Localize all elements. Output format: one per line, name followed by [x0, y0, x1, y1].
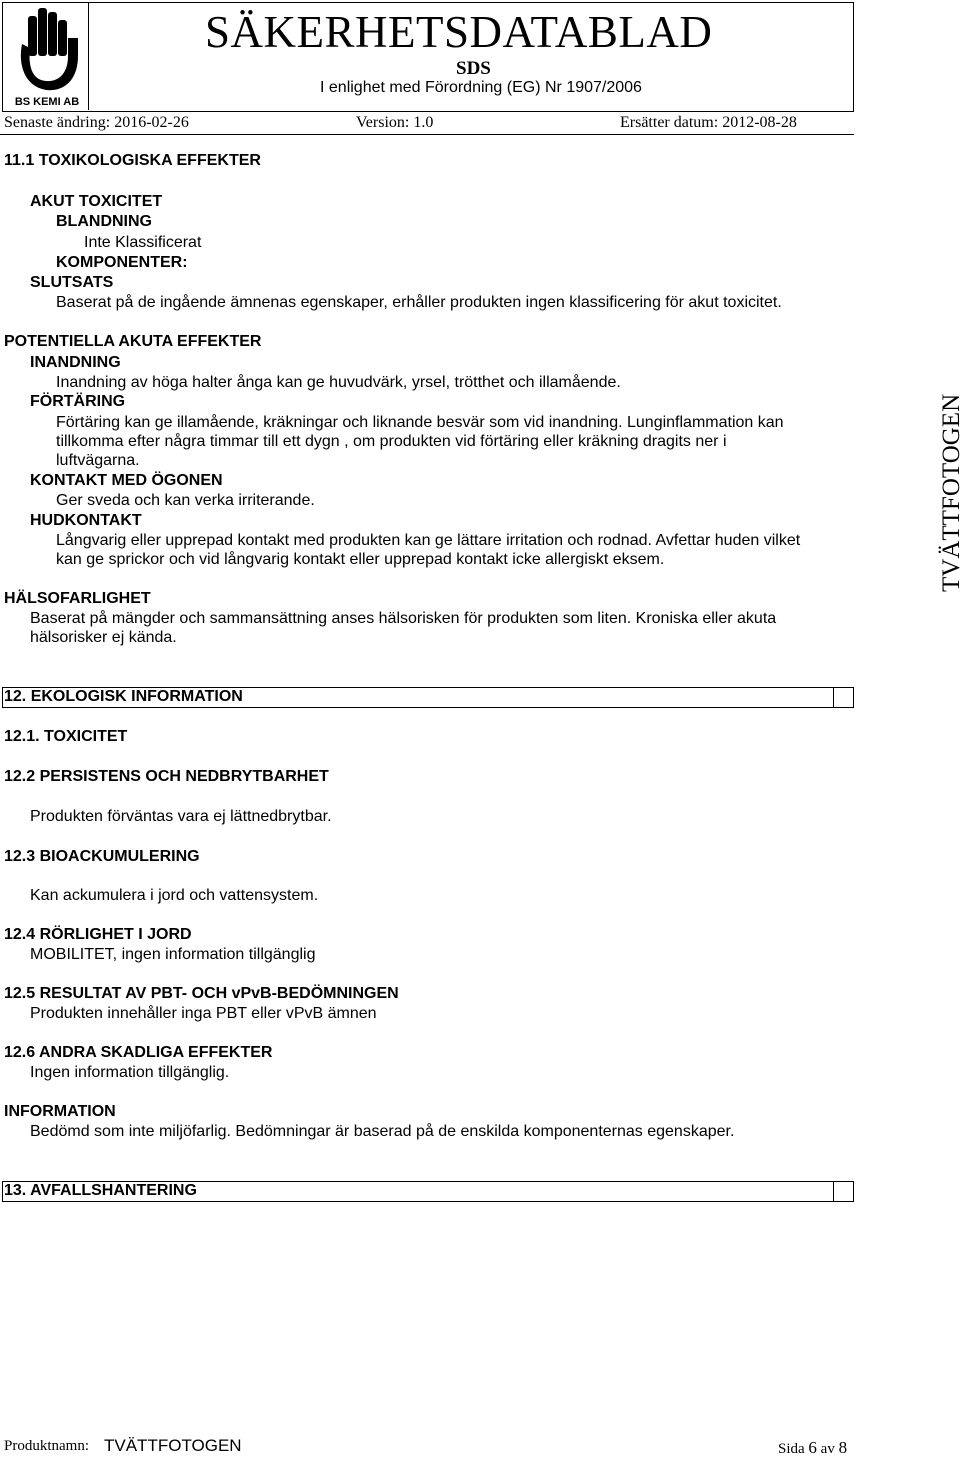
mobility-heading: 12.4 RÖRLIGHET I JORD	[4, 926, 192, 943]
health-hazard-heading: HÄLSOFARLIGHET	[4, 590, 151, 607]
footer-page-prefix: Sida	[778, 1441, 805, 1457]
toxicity-heading: 12.1. TOXICITET	[4, 728, 128, 745]
footer-product-name: TVÄTTFOTOGEN	[104, 1436, 242, 1455]
header-divider	[88, 2, 89, 110]
section-13-heading: 13. AVFALLSHANTERING	[4, 1182, 197, 1199]
other-effects-heading: 12.6 ANDRA SKADLIGA EFFEKTER	[4, 1044, 273, 1061]
replaces-date: Ersätter datum: 2012-08-28	[620, 114, 797, 131]
conclusion-text: Baserat på de ingående ämnenas egenskaper, erhåller produkten ingen klassificering för akut toxicitet.	[56, 294, 782, 311]
footer-product-label: Produktnamn:	[4, 1438, 89, 1454]
document-subtitle: SDS	[456, 58, 491, 79]
potential-effects-heading: POTENTIELLA AKUTA EFFEKTER	[4, 333, 262, 350]
mixture-heading: BLANDNING	[56, 213, 152, 230]
conclusion-heading: SLUTSATS	[30, 274, 114, 291]
not-classified-text: Inte Klassificerat	[84, 234, 202, 251]
inhalation-text: Inandning av höga halter ånga kan ge huvudvärk, yrsel, trötthet och illamående.	[56, 374, 621, 391]
persistence-heading: 12.2 PERSISTENS OCH NEDBRYTBARHET	[4, 768, 329, 785]
eye-contact-heading: KONTAKT MED ÖGONEN	[30, 472, 223, 489]
ingestion-text-line-2: tillkomma efter några timmar till ett dygn , om produkten vid förtäring eller kräkning dragits ner i	[56, 433, 727, 450]
version: Version: 1.0	[356, 114, 434, 131]
mobility-text: MOBILITET, ingen information tillgänglig	[30, 946, 316, 963]
section-11-heading: 11.1 TOXIKOLOGISKA EFFEKTER	[4, 152, 261, 169]
health-hazard-text-line-2: hälsorisker ej kända.	[30, 629, 177, 646]
eye-contact-text: Ger sveda och kan verka irriterande.	[56, 492, 315, 509]
acute-toxicity-heading: AKUT TOXICITET	[30, 193, 163, 210]
section-12-heading: 12. EKOLOGISK INFORMATION	[4, 688, 243, 705]
regulation-text: I enlighet med Förordning (EG) Nr 1907/2006	[320, 79, 642, 96]
persistence-text: Produkten förväntas vara ej lättnedbrytbar.	[30, 808, 332, 825]
section-12-bar-cell	[833, 688, 834, 707]
information-heading: INFORMATION	[4, 1103, 116, 1120]
footer-page-total: 8	[838, 1438, 848, 1457]
pbt-text: Produkten innehåller inga PBT eller vPvB ämnen	[30, 1005, 377, 1022]
last-changed: Senaste ändring: 2016-02-26	[4, 114, 189, 131]
skin-contact-text-line-1: Långvarig eller upprepad kontakt med produkten kan ge lättare irritation och rodnad. Avfettar huden vilket	[56, 532, 801, 549]
header-rule	[0, 134, 854, 135]
logo-text: BS KEMI AB	[14, 96, 80, 108]
health-hazard-text-line-1: Baserat på mängder och sammansättning anses hälsorisken för produkten som liten. Kroniska eller akuta	[30, 610, 777, 627]
section-13-bar-cell	[833, 1182, 834, 1201]
other-effects-text: Ingen information tillgänglig.	[30, 1064, 230, 1081]
bioaccumulation-text: Kan ackumulera i jord och vattensystem.	[30, 887, 319, 904]
footer-page-of: av	[820, 1441, 835, 1457]
ingestion-text-line-3: luftvägarna.	[56, 452, 140, 469]
footer-page-indicator	[778, 1438, 847, 1458]
components-heading: KOMPONENTER:	[56, 254, 188, 271]
footer-page-number: 6	[808, 1438, 817, 1457]
skin-contact-text-line-2: kan ge sprickor och vid långvarig kontakt eller upprepad kontakt icke allergiskt eksem.	[56, 551, 665, 568]
ingestion-text-line-1: Förtäring kan ge illamående, kräkningar och liknande besvär som vid inandning. Lunginflammation kan	[56, 414, 784, 431]
pbt-heading: 12.5 RESULTAT AV PBT- OCH vPvB-BEDÖMNINGEN	[4, 985, 399, 1002]
inhalation-heading: INANDNING	[30, 354, 121, 371]
company-logo	[8, 4, 86, 108]
document-title: SÄKERHETSDATABLAD	[205, 7, 713, 57]
skin-contact-heading: HUDKONTAKT	[30, 512, 142, 529]
ingestion-heading: FÖRTÄRING	[30, 393, 126, 410]
side-product-label: TVÄTTFOTOGEN	[938, 393, 965, 592]
information-text: Bedömd som inte miljöfarlig. Bedömningar är baserad på de enskilda komponenternas egenskaper.	[30, 1123, 735, 1140]
bioaccumulation-heading: 12.3 BIOACKUMULERING	[4, 848, 200, 865]
